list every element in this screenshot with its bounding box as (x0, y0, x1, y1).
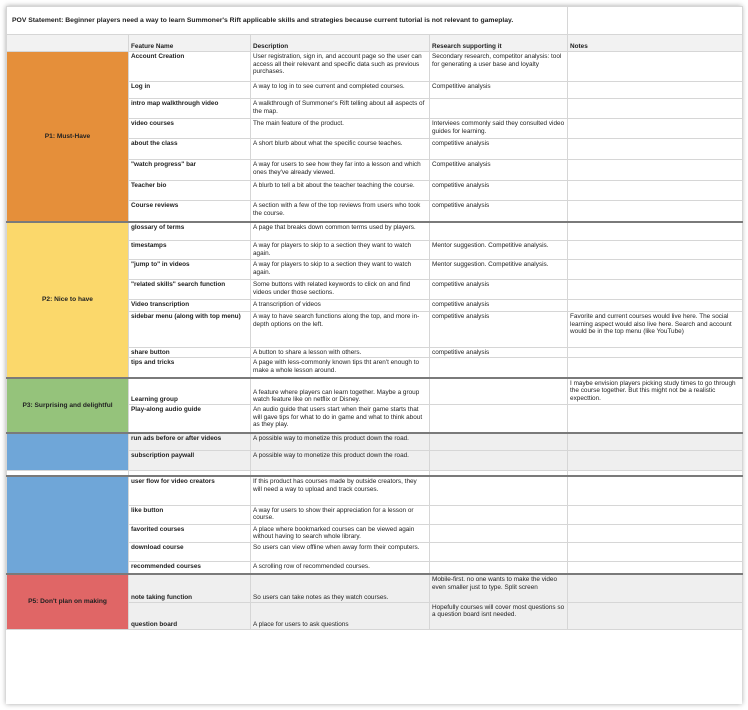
feature-name: download course (129, 542, 251, 561)
feature-name: Play-along audio guide (129, 405, 251, 433)
feature-research: competitive analysis (430, 139, 568, 160)
feature-notes (568, 241, 743, 260)
feature-name: timestamps (129, 241, 251, 260)
feature-description: A way to log in to see current and completed courses. (251, 82, 430, 99)
priority-label-p2: P2: Nice to have (7, 222, 129, 378)
feature-research: competitive analysis (430, 280, 568, 300)
feature-notes: I maybe envision players picking study times to go through the course together. But this might not be a realistic expecttion. (568, 378, 743, 405)
feature-research (430, 476, 568, 505)
feature-research: Competitive analysis (430, 160, 568, 181)
feature-notes (568, 505, 743, 524)
priority-label-p1: P1: Must-Have (7, 52, 129, 222)
feature-research: Mentor suggestion. Competitive analysis. (430, 260, 568, 280)
feature-research: competitive analysis (430, 300, 568, 312)
feature-research (430, 505, 568, 524)
spreadsheet (6, 6, 742, 704)
feature-description: A place where bookmarked courses can be viewed again without having to search whole library. (251, 524, 430, 542)
feature-research: Mentor suggestion. Competitive analysis. (430, 241, 568, 260)
feature-name: Course reviews (129, 201, 251, 222)
feature-notes (568, 602, 743, 629)
feature-row (7, 476, 743, 505)
feature-research (430, 378, 568, 405)
feature-description: A way for users to show their appreciation for a lesson or course. (251, 505, 430, 524)
feature-row (7, 52, 743, 82)
feature-name: favorited courses (129, 524, 251, 542)
feature-name: recommended courses (129, 561, 251, 574)
feature-description: A way to have search functions along the top, and more in-depth options on the left. (251, 312, 430, 348)
feature-description: A section with a few of the top reviews from users who took the course. (251, 201, 430, 222)
feature-notes (568, 405, 743, 433)
feature-name: glossary of terms (129, 222, 251, 241)
feature-name: tips and tricks (129, 358, 251, 378)
feature-notes (568, 201, 743, 222)
feature-name: Teacher bio (129, 181, 251, 201)
feature-description: A walkthrough of Summoner's Rift telling about all aspects of the map. (251, 99, 430, 119)
feature-description: The main feature of the product. (251, 119, 430, 139)
feature-name: Video transcription (129, 300, 251, 312)
header-research: Research supporting it (430, 35, 568, 52)
feature-name: like button (129, 505, 251, 524)
pov-row (7, 7, 743, 35)
feature-notes (568, 222, 743, 241)
feature-description: A blurb to tell a bit about the teacher teaching the course. (251, 181, 430, 201)
feature-description: A page with less-commonly known tips tht aren't enough to make a whole lesson around. (251, 358, 430, 378)
feature-name: share button (129, 348, 251, 358)
feature-research: Mobile-first. no one wants to make the video even smaller just to type. Split screen (430, 574, 568, 602)
feature-research: Hopefully courses will cover most questions so a question board isnt needed. (430, 602, 568, 629)
feature-name: "watch progress" bar (129, 160, 251, 181)
feature-research (430, 405, 568, 433)
priority-label-p4b (7, 476, 129, 574)
feature-notes (568, 119, 743, 139)
feature-description: A short blurb about what the specific course teaches. (251, 139, 430, 160)
feature-notes (568, 139, 743, 160)
feature-notes (568, 524, 743, 542)
feature-notes (568, 574, 743, 602)
feature-notes (568, 358, 743, 378)
feature-notes (568, 260, 743, 280)
feature-notes (568, 433, 743, 451)
feature-description: A way for users to see how they far into a lesson and which ones they've already viewed. (251, 160, 430, 181)
feature-notes (568, 476, 743, 505)
feature-row (7, 433, 743, 451)
feature-description: A way for players to skip to a section they want to watch again. (251, 241, 430, 260)
feature-description: If this product has courses made by outside creators, they will need a way to upload and track courses. (251, 476, 430, 505)
feature-row (7, 222, 743, 241)
feature-research (430, 542, 568, 561)
feature-name: intro map walkthrough video (129, 99, 251, 119)
pov-notes-cell (568, 7, 743, 35)
feature-name: note taking function (129, 574, 251, 602)
feature-research: competitive analysis (430, 312, 568, 348)
feature-prioritization-table (6, 6, 743, 630)
pov-statement: POV Statement: Beginner players need a way to learn Summoner's Rift applicable skills and strategies because current tutorial is not relevant to gameplay. (7, 7, 568, 35)
feature-description: A possible way to monetize this product down the road. (251, 451, 430, 471)
priority-label-p3: P3: Surprising and delightful (7, 378, 129, 433)
feature-research (430, 358, 568, 378)
header-notes: Notes (568, 35, 743, 52)
feature-name: Log in (129, 82, 251, 99)
feature-research (430, 561, 568, 574)
priority-label-p5: P5: Don't plan on making (7, 574, 129, 629)
feature-description: A page that breaks down common terms used by players. (251, 222, 430, 241)
header-blank (7, 35, 129, 52)
feature-notes (568, 99, 743, 119)
feature-notes: Favorite and current courses would live here. The social learning aspect would also live here. Search and account would be in the top menu (like YouTube) (568, 312, 743, 348)
feature-name: Account Creation (129, 52, 251, 82)
feature-description: So users can take notes as they watch courses. (251, 574, 430, 602)
feature-description: Some buttons with related keywords to click on and find videos under those sections. (251, 280, 430, 300)
feature-description: A transcription of videos (251, 300, 430, 312)
feature-research (430, 99, 568, 119)
feature-name: run ads before or after videos (129, 433, 251, 451)
header-description: Description (251, 35, 430, 52)
feature-research: Secondary research, competitor analysis: tool for generating a user base and loyalty (430, 52, 568, 82)
feature-description: A possible way to monetize this product down the road. (251, 433, 430, 451)
feature-name: "jump to" in videos (129, 260, 251, 280)
feature-notes (568, 52, 743, 82)
feature-name: about the class (129, 139, 251, 160)
feature-description: A scrolling row of recommended courses. (251, 561, 430, 574)
feature-research (430, 222, 568, 241)
feature-name: Learning group (129, 378, 251, 405)
feature-description: An audio guide that users start when their game starts that will gave tips for what to do in game and what to think about as they play. (251, 405, 430, 433)
feature-research: competitive analysis (430, 201, 568, 222)
feature-notes (568, 300, 743, 312)
feature-notes (568, 82, 743, 99)
feature-notes (568, 348, 743, 358)
feature-row (7, 378, 743, 405)
feature-name: subscription paywall (129, 451, 251, 471)
feature-description: A way for players to skip to a section they want to watch again. (251, 260, 430, 280)
feature-notes (568, 561, 743, 574)
feature-description: So users can view offline when away form their computers. (251, 542, 430, 561)
header-feature: Feature Name (129, 35, 251, 52)
feature-row (7, 574, 743, 602)
feature-research (430, 433, 568, 451)
feature-research: Competitive analysis (430, 82, 568, 99)
feature-notes (568, 181, 743, 201)
feature-name: question board (129, 602, 251, 629)
feature-notes (568, 542, 743, 561)
feature-research: competitive analysis (430, 181, 568, 201)
feature-name: video courses (129, 119, 251, 139)
feature-description: A button to share a lesson with others. (251, 348, 430, 358)
feature-description: User registration, sign in, and account page so the user can access all their relevant and specific data such as previous purchases. (251, 52, 430, 82)
feature-name: "related skills" search function (129, 280, 251, 300)
header-row (7, 35, 743, 52)
feature-name: sidebar menu (along with top menu) (129, 312, 251, 348)
feature-research: competitive analysis (430, 348, 568, 358)
feature-notes (568, 280, 743, 300)
feature-description: A place for users to ask questions (251, 602, 430, 629)
feature-research: Interviees commonly said they consulted video guides for learning. (430, 119, 568, 139)
feature-description: A feature where players can learn together. Maybe a group watch feature like on netflix or Disney. (251, 378, 430, 405)
feature-notes (568, 451, 743, 471)
feature-research (430, 524, 568, 542)
priority-label-p4a (7, 433, 129, 471)
feature-name: user flow for video creators (129, 476, 251, 505)
feature-research (430, 451, 568, 471)
feature-notes (568, 160, 743, 181)
